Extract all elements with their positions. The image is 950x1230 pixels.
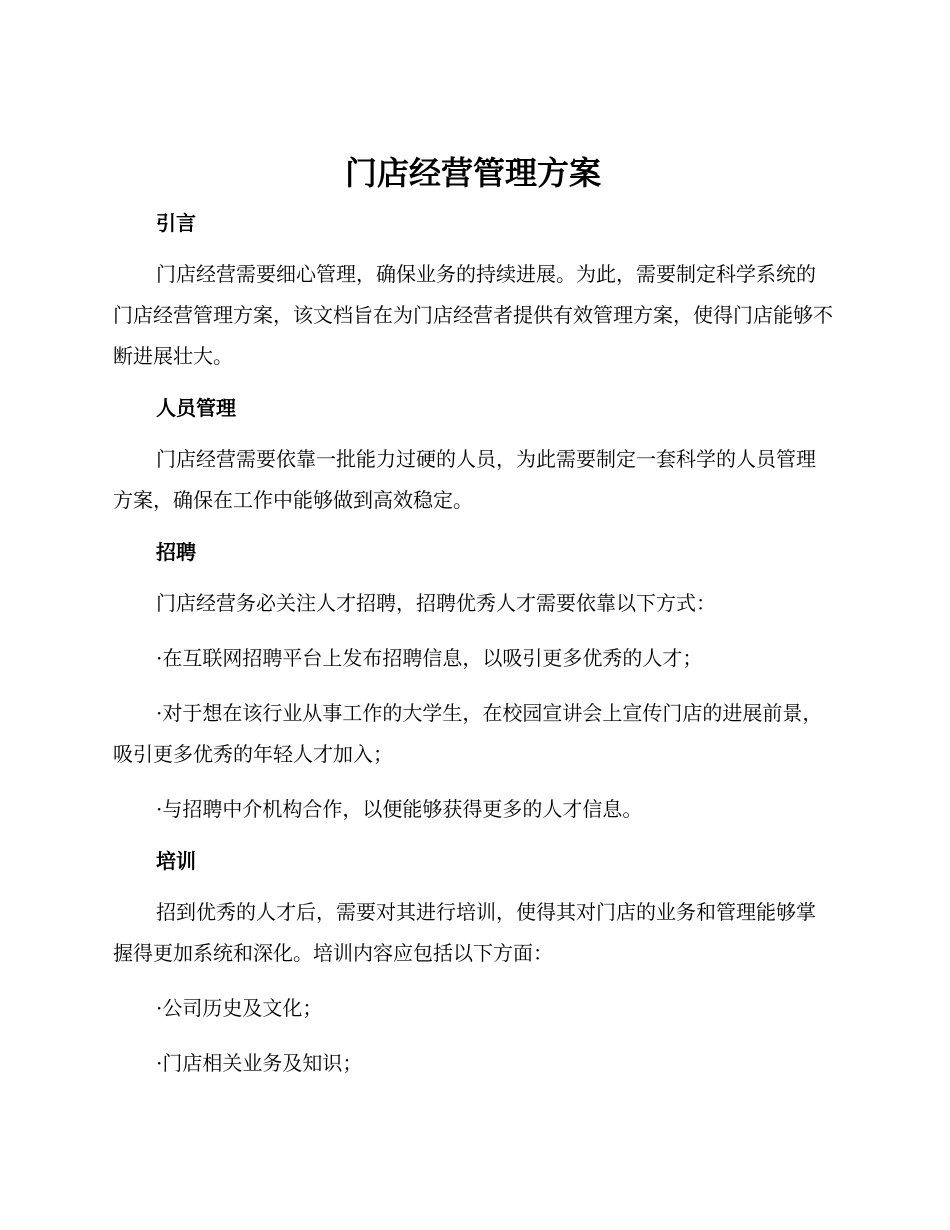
section-heading-recruit: 招聘 (156, 540, 196, 564)
list-item (113, 638, 833, 679)
intro-paragraph: 门店经营需要细心管理，确保业务的持续进展。为此，需要制定科学系统的门店经营管理方案，该文档旨在为门店经营者提供有效管理方案，使得门店能够不断进展壮大。 (113, 262, 833, 368)
bullet-marker: · (156, 646, 163, 670)
section-heading-training: 培训 (156, 849, 196, 873)
personnel-paragraph: 门店经营需要依靠一批能力过硬的人员，为此需要制定一套科学的人员管理方案，确保在工作中能够做到高效稳定。 (113, 447, 816, 512)
list-item (113, 1043, 833, 1084)
list-item-text: 对于想在该行业从事工作的大学生，在校园宣讲会上宣传门店的进展前景，吸引更多优秀的年轻人才加入； (113, 701, 823, 766)
list-item (113, 789, 833, 830)
bullet-marker: · (156, 996, 163, 1020)
list-item-text: 与招聘中介机构合作，以便能够获得更多的人才信息。 (162, 797, 643, 821)
recruit-paragraph: 门店经营务必关注人才招聘，招聘优秀人才需要依靠以下方式： (156, 591, 716, 615)
bullet-marker: · (156, 1051, 163, 1075)
section-heading-personnel: 人员管理 (156, 396, 236, 420)
list-item-text: 公司历史及文化； (162, 996, 323, 1020)
document-body (113, 150, 833, 1084)
section-heading-intro: 引言 (156, 211, 196, 235)
list-item (113, 988, 833, 1029)
list-item-text: 在互联网招聘平台上发布招聘信息，以吸引更多优秀的人才； (162, 646, 703, 670)
list-item-text: 门店相关业务及知识； (162, 1051, 363, 1075)
bullet-marker: · (156, 701, 163, 725)
bullet-marker: · (156, 797, 163, 821)
list-item (113, 693, 833, 775)
training-paragraph: 招到优秀的人才后，需要对其进行培训，使得其对门店的业务和管理能够掌握得更加系统和深化。培训内容应包括以下方面： (113, 900, 816, 965)
document-title: 门店经营管理方案 (344, 154, 601, 192)
